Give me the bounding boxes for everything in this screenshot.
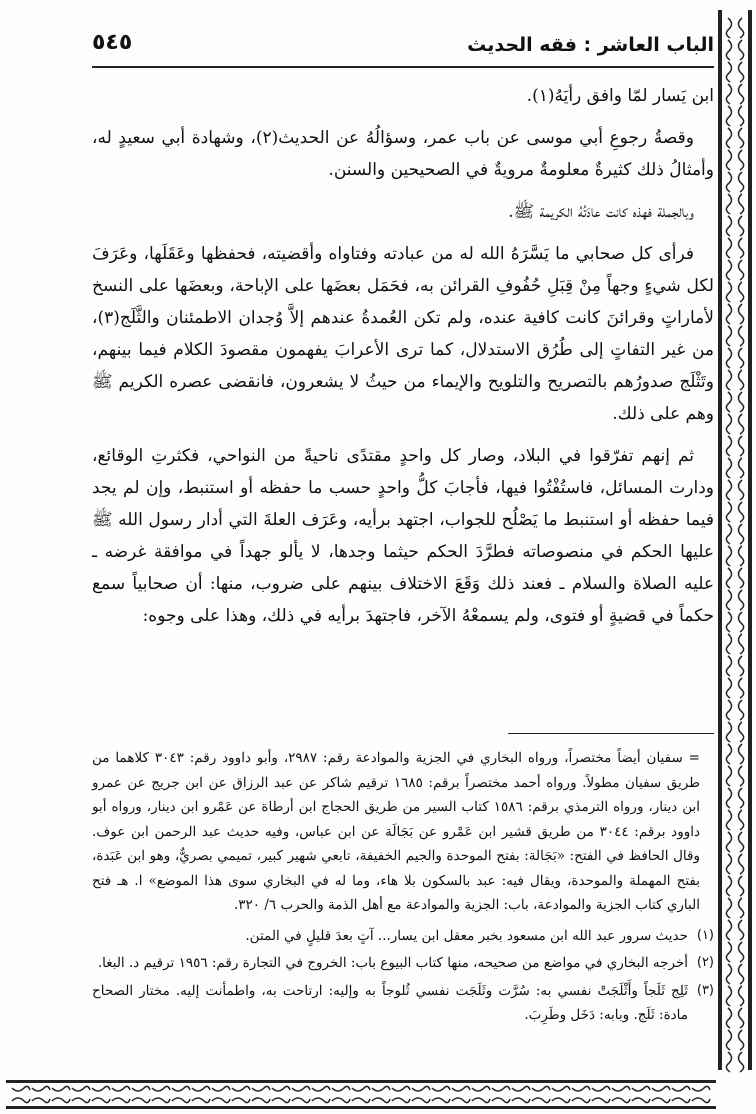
footnote-separator [508, 733, 714, 734]
border-ornament [726, 590, 743, 610]
border-ornament [726, 1030, 743, 1050]
chapter-title: الباب العاشر : فقه الحديث [467, 34, 714, 56]
border-ornament [552, 1086, 570, 1102]
right-ornamental-border [714, 0, 756, 1114]
border-ornament [652, 1086, 670, 1102]
border-ornament [726, 40, 743, 60]
footnote-number: (١) [696, 927, 714, 943]
border-ornament [726, 502, 743, 522]
border-ornament [726, 172, 743, 192]
header-rule [92, 66, 714, 68]
border-ornament [726, 810, 743, 830]
border-ornament [292, 1086, 310, 1102]
border-ornament [112, 1086, 130, 1102]
border-ornament [726, 480, 743, 500]
border-ornament [332, 1086, 350, 1102]
border-ornament [272, 1086, 290, 1102]
border-ornament [726, 964, 743, 984]
footnote-number: (٣) [696, 982, 714, 998]
border-ornament [312, 1086, 330, 1102]
border-ornament [726, 414, 743, 434]
border-ornament [726, 436, 743, 456]
border-ornament [532, 1086, 550, 1102]
border-ornament [492, 1086, 510, 1102]
border-ornament [52, 1086, 70, 1102]
border-ornament [726, 282, 743, 302]
border-ornament [172, 1086, 190, 1102]
border-ornament [432, 1086, 450, 1102]
border-ornament [726, 370, 743, 390]
border-ornament [726, 260, 743, 280]
border-ornament [452, 1086, 470, 1102]
border-ornament [726, 1008, 743, 1028]
border-ornament [726, 238, 743, 258]
border-ornament [632, 1086, 650, 1102]
border-ornament [726, 568, 743, 588]
border-ornament [726, 106, 743, 126]
paragraph: وبالجملة فهذه كانت عادَتُهُ الكريمة ﷺ. [508, 202, 694, 222]
border-ornament [726, 194, 743, 214]
border-ornament [212, 1086, 230, 1102]
border-ornament [232, 1086, 250, 1102]
border-ornament [726, 612, 743, 632]
border-ornament [672, 1086, 690, 1102]
border-ornament [392, 1086, 410, 1102]
border-ornament [132, 1086, 150, 1102]
border-ornament [726, 18, 743, 38]
border-ornament [726, 392, 743, 412]
footnote-text: أخرجه البخاري في مواضع من صحيحه، منها كتاب البيوع باب: الخروج في التجارة رقم: ١٩٥٦ ترقيم د. البغا. [97, 955, 688, 971]
border-ornament [12, 1086, 30, 1102]
paragraph: وقصةُ رجوعِ أبي موسى عن باب عمر، وسؤالُهُ عن الحديث(٢)، وشهادة أبي سعيدٍ له، وأمثالُ ذلك كثيرةٌ معلومةٌ مرويةٌ في الصحيحين والسنن. [92, 128, 714, 180]
footnote-text: حديث سرور عبد الله ابن مسعود بخبر معقل ابن يسار... آتٍ بعدَ قليلٍ في المتن. [245, 927, 688, 944]
border-ornament [726, 326, 743, 346]
running-header [92, 30, 714, 64]
border-ornament [152, 1086, 170, 1102]
border-ornament [612, 1086, 630, 1102]
border-ornament [726, 150, 743, 170]
border-ornament [726, 1052, 743, 1072]
border-ornament [726, 84, 743, 104]
footnote [92, 951, 714, 976]
paragraph: فرأى كل صحابي ما يَسَّرَهُ الله له من عبادته وفتاواه وأقضيته، فحفظها وعَقَلَها، وعَرَفَ لكل شيءٍ وجهاً مِنْ قِبَلِ حُفُوفِ القرائن به، فحَمَل بعضَها على الإباحة، وبعضَها على النسخ لأماراتٍ وقرائنَ كانت كافية عنده، ولم تكن العُمدةُ عندهم إلاَّ وُجدان الاطمئنان والثَّلَج(٣)، من غير التفاتٍ إلى طُرُق الاستدلال، كما ترى الأعرابَ يفهمون مقصودَ الكلام فيما بينهم، وتَثْلَج صدورُهم بالتصريح والتلويح والإيماء من حيثُ لا يشعرون، فانقضى عصره الكريم ﷺ وهم على ذلك. [92, 244, 714, 424]
border-ornament [412, 1086, 430, 1102]
border-ornament [726, 700, 743, 720]
border-ornament [726, 832, 743, 852]
border-ornament [726, 216, 743, 236]
border-ornament [252, 1086, 270, 1102]
paragraph: ابن يَسار لمّا وافق رأيَهُ(١). [526, 86, 714, 106]
border-ornament [726, 62, 743, 82]
border-ornament [512, 1086, 530, 1102]
border-ornament [372, 1086, 390, 1102]
border-ornament [726, 744, 743, 764]
border-ornament [92, 1086, 110, 1102]
border-ornament [726, 546, 743, 566]
footnote [92, 924, 714, 949]
border-ornament [726, 854, 743, 874]
border-ornament [726, 986, 743, 1006]
footnote-continuation: = سفيان أيضاً مختصراً، ورواه البخاري في الجزية والموادعة رقم: ٢٩٨٧، وأبو داوود رقم: ٣٠٤٣ كلاهما من طريق سفيان مطولاً. ورواه أحمد مختصراً برقم: ١٦٨٥ ترقيم شاكر عن عبد الرزاق عن ابن جريج عن عمرو ابن دينار، ورواه الترمذي برقم: ١٥٨٦ كتاب السير من طريق الحجاج ابن أرطاة عن عَمْرو ابن دينار، ورواه أبو داوود برقم: ٣٠٤٤ من طريق قشير ابن عَمْرو عن بَجَالَة عن ابن عباس، وفيه حديث عبد الرحمن ابن عوف. وقال الحافظ في الفتح: «بَجَالة: بفتح الموحدة والجيم الخفيفة، تابعي شهير كبير، تميمي بصريٌّ، وهو ابن عَبَدة، بفتح المهملة والموحدة، ويقال فيه: عبد بالسكون بلا هاء، وما له في البخاري سوى هذا الموضع» ا. هـ فتح الباري كتاب الجزية والموادعة، باب: الجزية والموادعة مع أهل الذمة والحرب ٦/ ٣٢٠. [92, 750, 701, 913]
page-number: ٥٤٥ [92, 30, 133, 55]
border-ornament [726, 524, 743, 544]
border-ornament [192, 1086, 210, 1102]
border-ornament [32, 1086, 50, 1102]
border-ornament [72, 1086, 90, 1102]
footnote-number: (٢) [696, 955, 714, 970]
border-ornament [692, 1086, 710, 1102]
border-ornament [726, 920, 743, 940]
footnotes [92, 746, 714, 1031]
border-ornament [726, 722, 743, 742]
border-ornament [352, 1086, 370, 1102]
border-ornament [726, 766, 743, 786]
border-ornament [726, 876, 743, 896]
paragraph: ثم إنهم تفرّقوا في البلاد، وصار كل واحدٍ مقتدًى ناحيةً من النواحي، فكثرتِ الوقائع، ودارت المسائل، فاستُفْتُوا فيها، فأجابَ كلُّ واحدٍ حسب ما حفظه أو استنبط، وإن لم يجد فيما حفظه أو استنبط ما يَصْلُح للجواب، اجتهد برأيه، وعَرَف العلةَ التي أدار رسول الله ﷺ عليها الحكم في منصوصاته فطرَّدَ الحكم حيثما وجدها، لا يألو جهداً في موافقة غرضه ـ عليه الصلاة والسلام ـ فعند ذلك وَقَعَ الاختلاف بينهم على ضروب، منها: أن صحابياً سمع حكماً في قضيةٍ أو فتوى، ولم يسمعْهُ الآخر، فاجتهدَ برأيه في ذلك، وهذا على وجوه: [92, 446, 714, 626]
border-ornament [726, 458, 743, 478]
border-ornament [472, 1086, 490, 1102]
border-ornament [592, 1086, 610, 1102]
border-ornament [726, 634, 743, 654]
border-ornament [726, 656, 743, 676]
border-ornament [726, 128, 743, 148]
footnote [92, 979, 714, 1028]
border-ornament [726, 942, 743, 962]
border-ornament [572, 1086, 590, 1102]
border-ornament [726, 348, 743, 368]
border-ornament [726, 304, 743, 324]
border-ornament [726, 898, 743, 918]
bottom-ornamental-border [0, 1074, 756, 1114]
border-ornament [726, 678, 743, 698]
footnote-text: ثَلِج ثَلَجاً وأَثْلَجَتْ نفسي به: سُرَّت وثَلَجَت نفسي ثُلوجاً به وإليه: ارتاحت به، واطمأنت إليه. مختار الصحاح مادة: ثَلَج. وبابه: دَخَل وطَرِبَ. [92, 982, 688, 1023]
main-text [92, 80, 714, 642]
border-ornament [726, 788, 743, 808]
